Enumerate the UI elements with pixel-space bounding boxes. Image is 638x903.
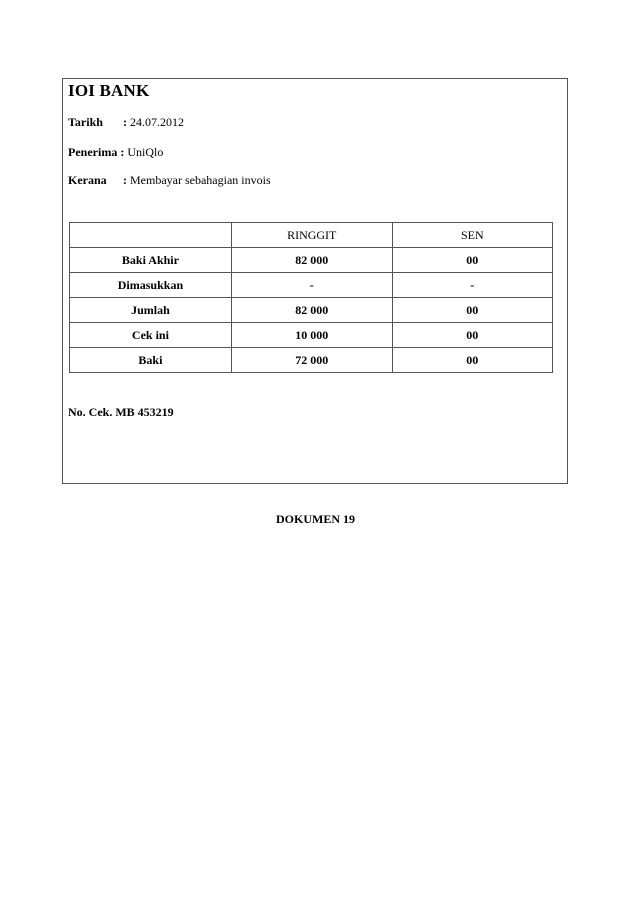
header-sen: SEN [392,223,552,248]
date-field [68,115,184,130]
table-row [70,348,553,373]
table-row [70,248,553,273]
document-label: DOKUMEN 19 [276,512,355,526]
reason-value: Membayar sebahagian invois [130,173,271,187]
date-label: Tarikh [68,115,103,129]
row-label: Cek ini [70,323,232,348]
row-ringgit: 10 000 [231,323,392,348]
date-value: 24.07.2012 [130,115,184,129]
payee-label: Penerima : [68,145,125,159]
row-label: Baki [70,348,232,373]
row-label: Dimasukkan [70,273,232,298]
table-row [70,323,553,348]
bank-name: IOI BANK [68,81,150,100]
date-colon: : [123,115,127,129]
row-sen: - [392,273,552,298]
row-label: Jumlah [70,298,232,323]
row-sen: 00 [392,298,552,323]
payee-field [68,145,163,160]
amounts-table [69,222,553,373]
row-ringgit: 82 000 [231,298,392,323]
row-sen: 00 [392,323,552,348]
reason-label: Kerana [68,173,107,187]
table-row [70,273,553,298]
cheque-number: No. Cek. MB 453219 [68,405,174,419]
row-ringgit: 82 000 [231,248,392,273]
table-header-row [70,223,553,248]
reason-field [68,173,271,188]
row-ringgit: - [231,273,392,298]
header-description [70,223,232,248]
payee-value: UniQlo [127,145,164,159]
cheque-stub [62,78,568,484]
row-ringgit: 72 000 [231,348,392,373]
table-row [70,298,553,323]
reason-colon: : [123,173,127,187]
row-label: Baki Akhir [70,248,232,273]
row-sen: 00 [392,348,552,373]
row-sen: 00 [392,248,552,273]
header-ringgit: RINGGIT [231,223,392,248]
